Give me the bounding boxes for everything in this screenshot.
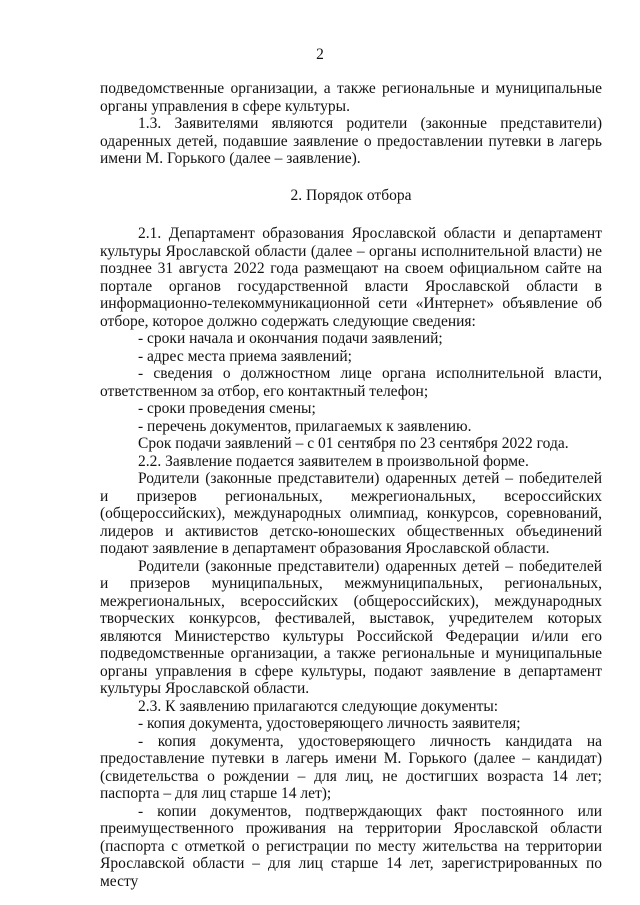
- paragraph-culture-applicants: Родители (законные представители) одаренных детей – победителей и призеров муниципальных, межмуниципальных, региональных, межрегиональных, всероссийских (общероссийских), международных творческих конкурсов, фестивалей, выставок, учредителем которых являются Министерство культуры Российской Федерации и/или его подведомственные организации, а также региональные и муниципальные органы управления в сфере культуры, подают заявление в департамент культуры Ярославской области.: [100, 557, 602, 697]
- list-item: - копия документа, удостоверяющего личность кандидата на предоставление путевки в лагерь имени М. Горького (далее – кандидат) (свидетельства о рождении – для лиц, не достигших возраста 14 лет; паспорта – для лиц старше 14 лет);: [100, 732, 602, 802]
- list-item: - сроки начала и окончания подачи заявлений;: [138, 330, 443, 347]
- paragraph-2-1: 2.1. Департамент образования Ярославской области и департамент культуры Ярославской области (далее – органы исполнительной власти) не позднее 31 августа 2022 года размещают на своем официальном сайте на портале органов государственной власти Ярославской области в информационно-телекоммуникационной сети «Интернет» объявление об отборе, которое должно содержать следующие сведения:: [100, 225, 602, 330]
- list-item: - адрес места приема заявлений;: [138, 347, 352, 365]
- list-item: - копия документа, удостоверяющего личность заявителя;: [138, 715, 521, 732]
- paragraph-2-2: 2.2. Заявление подается заявителем в произвольной форме.: [138, 452, 529, 470]
- list-item: - сроки проведения смены;: [138, 400, 316, 417]
- document-body: [100, 80, 602, 890]
- list-item: - перечень документов, прилагаемых к заявлению.: [138, 417, 472, 435]
- list-item: - копии документов, подтверждающих факт постоянного или преимущественного проживания на территории Ярославской области (паспорта с отметкой о регистрации по месту жительства на территории Ярославской области – для лиц старше 14 лет, зарегистрированных по месту: [100, 802, 602, 890]
- paragraph-1-3: 1.3. Заявителями являются родители (законные представители) одаренных детей, подавшие заявление о предоставлении путевки в лагерь имени М. Горького (далее – заявление).: [100, 115, 602, 167]
- paragraph-continuation: подведомственные организации, а также региональные и муниципальные органы управления в сфере культуры.: [100, 80, 602, 115]
- section-heading: 2. Порядок отбора: [290, 186, 412, 204]
- page-number: 2: [316, 46, 324, 63]
- paragraph-2-3: 2.3. К заявлению прилагаются следующие документы:: [138, 697, 499, 715]
- list-item: - сведения о должностном лице органа исполнительной власти, ответственном за отбор, его контактный телефон;: [100, 365, 602, 400]
- paragraph-education-applicants: Родители (законные представители) одаренных детей – победителей и призеров региональных, межрегиональных, всероссийских (общероссийских), международных олимпиад, конкурсов, соревнований, лидеров и активистов детско-юношеских общественных объединений подают заявление в департамент образования Ярославской области.: [100, 470, 602, 557]
- deadline-paragraph: Срок подачи заявлений – с 01 сентября по 23 сентября 2022 года.: [138, 435, 569, 452]
